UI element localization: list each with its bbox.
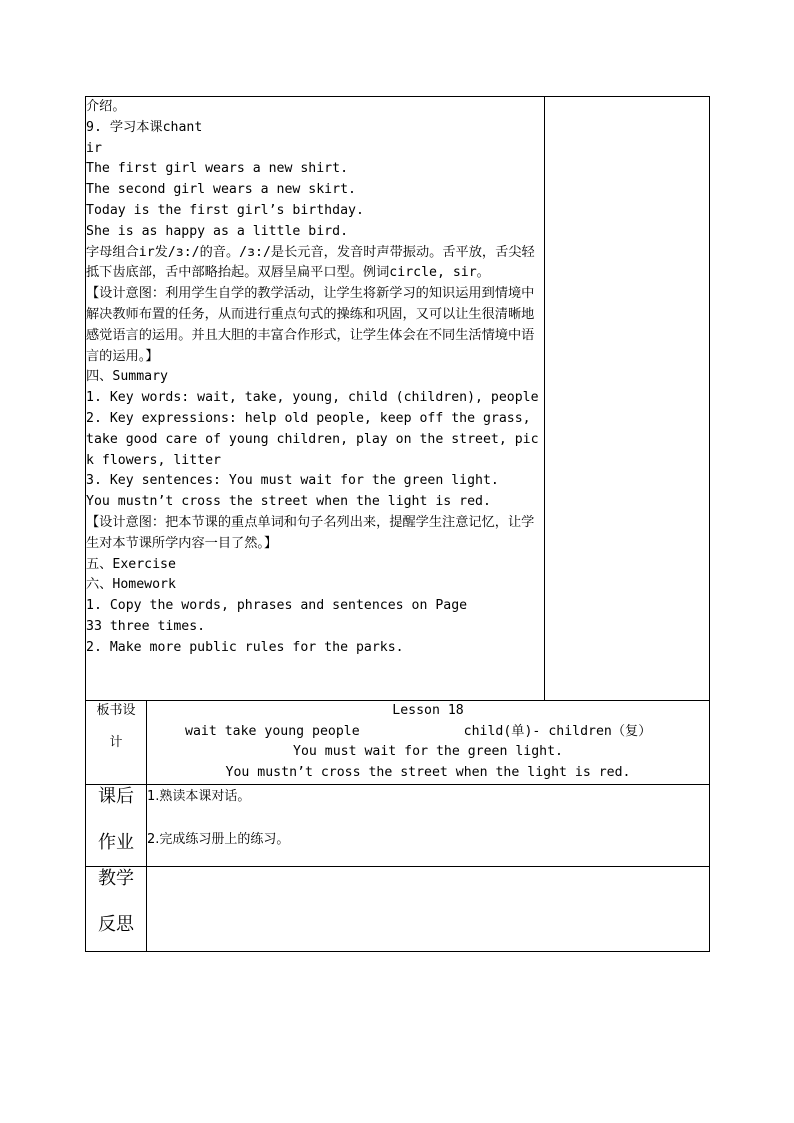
chant-line: The first girl wears a new shirt. <box>86 161 349 177</box>
board-label-cell <box>86 701 147 785</box>
after-class-row <box>86 785 710 867</box>
reflection-row <box>86 867 710 952</box>
board-plural: child(单)- children（复） <box>463 723 652 739</box>
reflection-label-cell <box>86 867 147 952</box>
design-intent: 【设计意图：把本节课的重点单词和句子名列出来，提醒学生注意记忆，让学生对本节课所学内容一目了然。】 <box>86 514 535 551</box>
board-sentence: You must wait for the green light. <box>293 744 563 759</box>
lesson-plan-table <box>85 96 710 952</box>
after-class-label: 课后 <box>98 786 134 807</box>
reflection-cell <box>147 867 710 952</box>
chant-line: Today is the first girl’s birthday. <box>86 202 364 218</box>
design-intent: 【设计意图：利用学生自学的教学活动，让学生将新学习的知识运用到情境中解决教师布置的任务，从而进行重点句式的操练和巩固，又可以让生很清晰地感觉语言的运用。并且大胆的丰富合作形式，让学生体会在不同生活情境中语言的运用。】 <box>86 286 535 364</box>
board-row <box>86 701 710 785</box>
section-heading: 五、Exercise <box>86 556 176 572</box>
notes-cell <box>545 97 710 701</box>
chant-line: She is as happy as a little bird. <box>86 223 349 239</box>
procedure-cell <box>86 97 545 701</box>
text-line: ir <box>86 140 102 156</box>
chant-line: The second girl wears a new skirt. <box>86 182 356 198</box>
reflection-label: 反思 <box>98 914 134 935</box>
after-class-label-cell <box>86 785 147 867</box>
board-title: Lesson 18 <box>392 703 464 718</box>
board-label: 计 <box>109 735 123 750</box>
reflection-label: 教学 <box>98 868 134 889</box>
key-sentence: 3. Key sentences: You must wait for the green light. <box>86 473 499 489</box>
procedure-row <box>86 97 710 701</box>
after-class-label: 作业 <box>98 832 134 853</box>
homework-item: 1. Copy the words, phrases and sentences on Page <box>86 598 468 614</box>
board-label: 板书设 <box>96 703 136 718</box>
phonics-note: 字母组合ir发/ɜ:/的音。/ɜ:/是长元音，发音时声带振动。舌平放，舌尖轻抵下齿底部，舌中部略抬起。双唇呈扁平口型。例词circle, sir。 <box>86 244 535 281</box>
board-vocab-row <box>147 722 709 743</box>
key-sentence: You mustn’t cross the street when the light is red. <box>86 494 491 510</box>
board-design-cell <box>147 701 710 785</box>
key-words: 1. Key words: wait, take, young, child (children), people <box>86 390 539 406</box>
board-sentence: You mustn’t cross the street when the light is red. <box>225 764 631 780</box>
key-expressions: 2. Key expressions: help old people, keep off the grass, take good care of young children, play on the street, pick flowers, litter <box>86 410 539 468</box>
section-heading: 六、Homework <box>86 577 176 593</box>
homework-item: 2. Make more public rules for the parks. <box>86 639 404 655</box>
after-class-cell <box>147 785 710 867</box>
after-class-item: 2.完成练习册上的练习。 <box>147 832 290 847</box>
after-class-item: 1.熟读本课对话。 <box>147 789 251 804</box>
homework-item: 33 three times. <box>86 618 206 634</box>
text-line: 9. 学习本课chant <box>86 119 203 135</box>
section-heading: 四、Summary <box>86 369 168 385</box>
board-vocab: wait take young people <box>185 723 360 739</box>
text-line: 介绍。 <box>86 99 126 114</box>
